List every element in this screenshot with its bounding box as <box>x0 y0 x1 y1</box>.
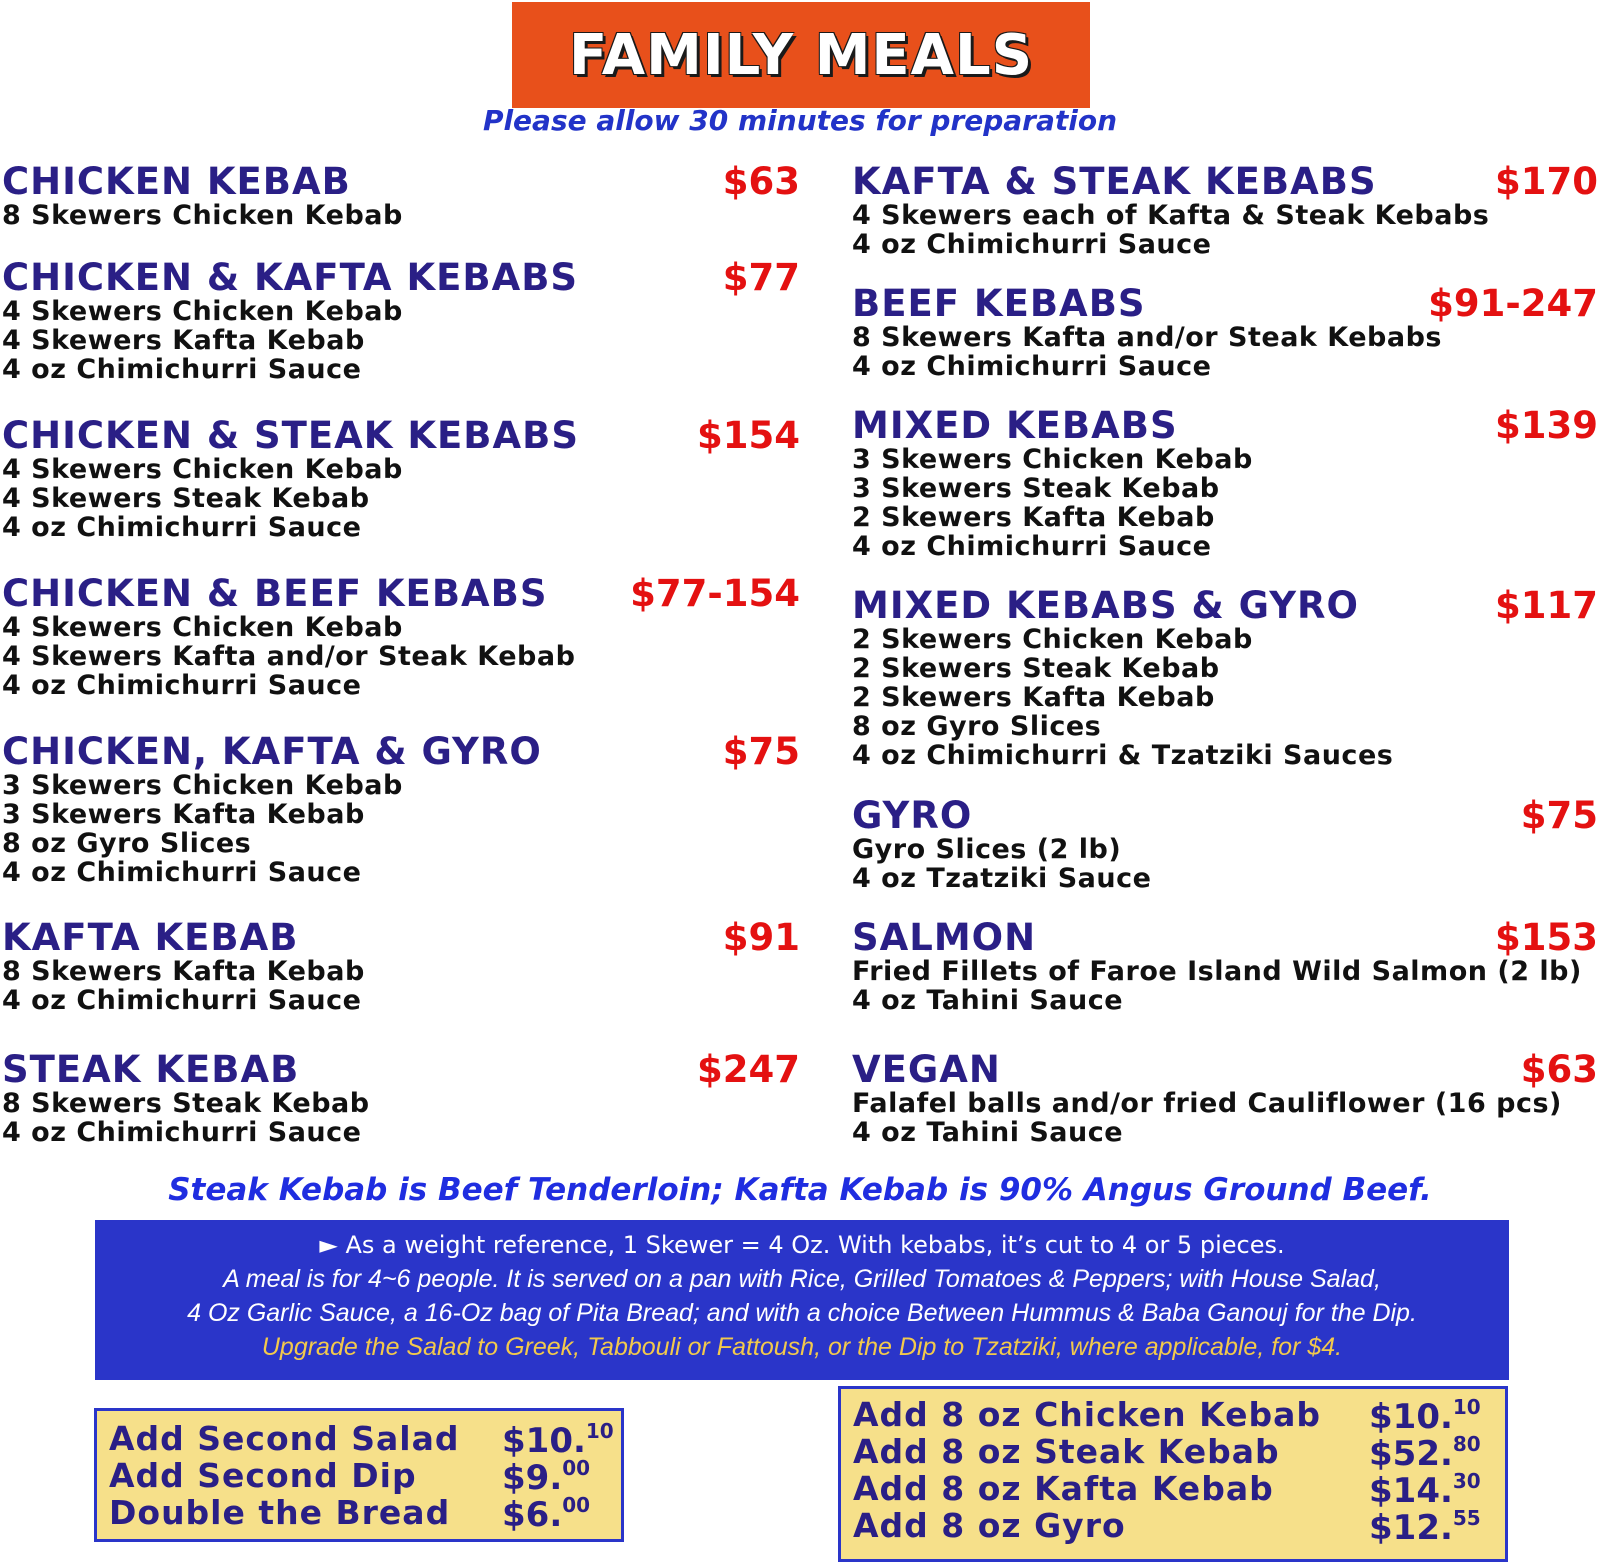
meal-contents <box>2 613 800 700</box>
meal-header <box>852 160 1598 203</box>
meal-header <box>2 572 800 615</box>
meal-name: CHICKEN, KAFTA & GYRO <box>2 730 542 773</box>
meal-content-line: 4 oz Chimichurri & Tzatziki Sauces <box>852 740 1394 771</box>
info-meal-serving: A meal is for 4~6 people. It is served on a pan with Rice, Grilled Tomatoes & Peppers; with House Salad, <box>223 1265 1381 1293</box>
meal-content-line: 2 Skewers Chicken Kebab <box>852 624 1253 655</box>
meal-header <box>2 1048 800 1091</box>
addon-box-sides <box>94 1408 624 1542</box>
meal-content-line: 3 Skewers Chicken Kebab <box>852 444 1253 475</box>
meal-item <box>2 916 800 1015</box>
meal-content-line: 4 Skewers Kafta and/or Steak Kebab <box>2 641 576 672</box>
meal-contents <box>2 201 800 230</box>
meal-price: $170 <box>1495 160 1598 203</box>
addon-label: Add 8 oz Steak Kebab <box>853 1432 1280 1471</box>
meal-item <box>852 160 1598 259</box>
meal-price: $63 <box>722 160 800 203</box>
meal-name: STEAK KEBAB <box>2 1048 300 1091</box>
addon-price <box>1369 1469 1481 1511</box>
meal-content-line: 4 oz Tahini Sauce <box>852 985 1124 1016</box>
meal-price: $75 <box>722 730 800 773</box>
meal-content-line: Fried Fillets of Faroe Island Wild Salmon (2 lb) <box>852 956 1582 987</box>
addon-price-cents: 00 <box>562 1456 591 1480</box>
info-upgrade: Upgrade the Salad to Greek, Tabbouli or Fattoush, or the Dip to Tzatziki, where applicable, for $4. <box>261 1333 1343 1361</box>
meal-name: CHICKEN & KAFTA KEBABS <box>2 256 579 299</box>
info-meal-sides: 4 Oz Garlic Sauce, a 16-Oz bag of Pita Bread; and with a choice Between Hummus & Baba Ganouj for the Dip. <box>187 1299 1417 1327</box>
meal-price: $139 <box>1495 404 1598 447</box>
meal-content-line: 4 oz Chimichurri Sauce <box>852 531 1212 562</box>
meal-contents <box>852 1089 1598 1147</box>
meal-content-line: Falafel balls and/or fried Cauliflower (16 pcs) <box>852 1088 1562 1119</box>
meal-content-line: 4 oz Chimichurri Sauce <box>2 354 362 385</box>
meal-content-line: 4 Skewers each of Kafta & Steak Kebabs <box>852 200 1490 231</box>
meal-content-line: 4 oz Chimichurri Sauce <box>2 512 362 543</box>
meal-price: $91-247 <box>1428 282 1598 325</box>
addon-price-dollars: $14. <box>1369 1471 1453 1511</box>
meal-header <box>2 916 800 959</box>
meal-price: $91 <box>722 916 800 959</box>
title-banner <box>512 2 1090 108</box>
meal-header <box>852 916 1598 959</box>
meal-contents <box>852 445 1598 561</box>
meal-header <box>852 1048 1598 1091</box>
meal-content-line: 2 Skewers Kafta Kebab <box>852 502 1215 533</box>
meal-item <box>2 730 800 887</box>
beef-note: Steak Kebab is Beef Tenderloin; Kafta Kebab is 90% Angus Ground Beef. <box>168 1172 1432 1208</box>
meal-price: $63 <box>1520 1048 1598 1091</box>
meal-contents <box>2 455 800 542</box>
meal-content-line: 8 Skewers Steak Kebab <box>2 1088 370 1119</box>
addon-price <box>1369 1506 1481 1548</box>
meal-content-line: 4 Skewers Chicken Kebab <box>2 612 403 643</box>
addon-label: Add 8 oz Chicken Kebab <box>853 1395 1321 1434</box>
meal-contents <box>2 1089 800 1147</box>
meal-content-line: 8 Skewers Kafta Kebab <box>2 956 365 987</box>
meal-item <box>2 572 800 700</box>
meal-contents <box>852 957 1598 1015</box>
meal-content-line: 4 oz Chimichurri Sauce <box>852 351 1212 382</box>
meal-name: KAFTA & STEAK KEBABS <box>852 160 1377 203</box>
meal-content-line: 4 oz Chimichurri Sauce <box>2 857 362 888</box>
meal-content-line: 2 Skewers Kafta Kebab <box>852 682 1215 713</box>
meal-info-box <box>95 1220 1509 1380</box>
meal-content-line: 4 oz Chimichurri Sauce <box>2 1117 362 1148</box>
meal-contents <box>852 201 1598 259</box>
meal-name: GYRO <box>852 794 973 837</box>
meal-item <box>2 160 800 230</box>
addon-price-cents: 10 <box>585 1419 614 1443</box>
meal-content-line: Gyro Slices (2 lb) <box>852 834 1122 865</box>
addon-label: Add Second Dip <box>109 1456 417 1495</box>
addon-price-cents: 00 <box>562 1493 591 1517</box>
preparation-note: Please allow 30 minutes for preparation <box>482 104 1118 137</box>
addon-price <box>1369 1432 1481 1474</box>
meal-content-line: 4 oz Tzatziki Sauce <box>852 863 1152 894</box>
meal-header <box>2 256 800 299</box>
addon-label: Add Second Salad <box>109 1419 460 1458</box>
addon-price-cents: 30 <box>1452 1469 1481 1493</box>
meal-item <box>2 256 800 384</box>
addon-price <box>502 1419 614 1461</box>
addon-price-cents: 80 <box>1452 1432 1481 1456</box>
meal-name: MIXED KEBABS & GYRO <box>852 584 1359 627</box>
meal-price: $153 <box>1495 916 1598 959</box>
meal-header <box>852 584 1598 627</box>
meal-name: CHICKEN & BEEF KEBABS <box>2 572 548 615</box>
meal-content-line: 8 oz Gyro Slices <box>852 711 1102 742</box>
meal-price: $77 <box>722 256 800 299</box>
meal-header <box>852 404 1598 447</box>
addon-label: Double the Bread <box>109 1493 451 1532</box>
meal-content-line: 8 Skewers Kafta and/or Steak Kebabs <box>852 322 1442 353</box>
meal-content-line: 3 Skewers Chicken Kebab <box>2 770 403 801</box>
meal-item <box>852 794 1598 893</box>
meal-header <box>852 794 1598 837</box>
meal-item <box>852 1048 1598 1147</box>
page-title: FAMILY MEALS <box>568 22 1034 88</box>
meal-content-line: 4 oz Chimichurri Sauce <box>852 229 1212 260</box>
addon-price-dollars: $6. <box>502 1495 563 1535</box>
meal-content-line: 4 Skewers Chicken Kebab <box>2 454 403 485</box>
meal-contents <box>2 297 800 384</box>
meal-item <box>852 404 1598 561</box>
addon-price <box>502 1493 590 1535</box>
meal-content-line: 4 Skewers Kafta Kebab <box>2 325 365 356</box>
addon-price-dollars: $10. <box>502 1421 586 1461</box>
meal-content-line: 4 Skewers Steak Kebab <box>2 483 370 514</box>
meal-name: KAFTA KEBAB <box>2 916 299 959</box>
meal-name: CHICKEN KEBAB <box>2 160 351 203</box>
meal-header <box>2 160 800 203</box>
meal-header <box>852 282 1598 325</box>
meal-content-line: 4 oz Chimichurri Sauce <box>2 985 362 1016</box>
meal-price: $247 <box>697 1048 800 1091</box>
addon-price <box>1369 1395 1481 1437</box>
addon-price-dollars: $9. <box>502 1458 563 1498</box>
meal-content-line: 8 oz Gyro Slices <box>2 828 252 859</box>
meal-name: CHICKEN & STEAK KEBABS <box>2 414 579 457</box>
meal-header <box>2 730 800 773</box>
meal-content-line: 4 oz Chimichurri Sauce <box>2 670 362 701</box>
meal-contents <box>2 771 800 887</box>
addon-price-cents: 10 <box>1452 1395 1481 1419</box>
meal-price: $75 <box>1520 794 1598 837</box>
meal-name: SALMON <box>852 916 1037 959</box>
meal-content-line: 4 Skewers Chicken Kebab <box>2 296 403 327</box>
addon-price-dollars: $52. <box>1369 1434 1453 1474</box>
info-weight-reference: ► As a weight reference, 1 Skewer = 4 Oz. With kebabs, it’s cut to 4 or 5 pieces. <box>319 1231 1285 1259</box>
meal-content-line: 2 Skewers Steak Kebab <box>852 653 1220 684</box>
meal-item <box>2 1048 800 1147</box>
addon-box-proteins <box>838 1386 1508 1562</box>
meal-name: BEEF KEBABS <box>852 282 1146 325</box>
meal-contents <box>852 323 1598 381</box>
meal-contents <box>2 957 800 1015</box>
addon-price-cents: 55 <box>1452 1506 1481 1530</box>
meal-contents <box>852 835 1598 893</box>
meal-price: $117 <box>1495 584 1598 627</box>
meal-content-line: 3 Skewers Kafta Kebab <box>2 799 365 830</box>
meal-content-line: 4 oz Tahini Sauce <box>852 1117 1124 1148</box>
meal-content-line: 3 Skewers Steak Kebab <box>852 473 1220 504</box>
meal-name: VEGAN <box>852 1048 1001 1091</box>
meal-item <box>852 916 1598 1015</box>
meal-item <box>852 282 1598 381</box>
meal-price: $77-154 <box>630 572 800 615</box>
meal-item <box>2 414 800 542</box>
addon-price-dollars: $12. <box>1369 1508 1453 1548</box>
addon-label: Add 8 oz Kafta Kebab <box>853 1469 1274 1508</box>
addon-price <box>502 1456 590 1498</box>
meal-content-line: 8 Skewers Chicken Kebab <box>2 200 403 231</box>
meal-name: MIXED KEBABS <box>852 404 1178 447</box>
addon-label: Add 8 oz Gyro <box>853 1506 1126 1545</box>
meal-header <box>2 414 800 457</box>
meal-item <box>852 584 1598 770</box>
addon-price-dollars: $10. <box>1369 1397 1453 1437</box>
meal-contents <box>852 625 1598 770</box>
meal-price: $154 <box>697 414 800 457</box>
